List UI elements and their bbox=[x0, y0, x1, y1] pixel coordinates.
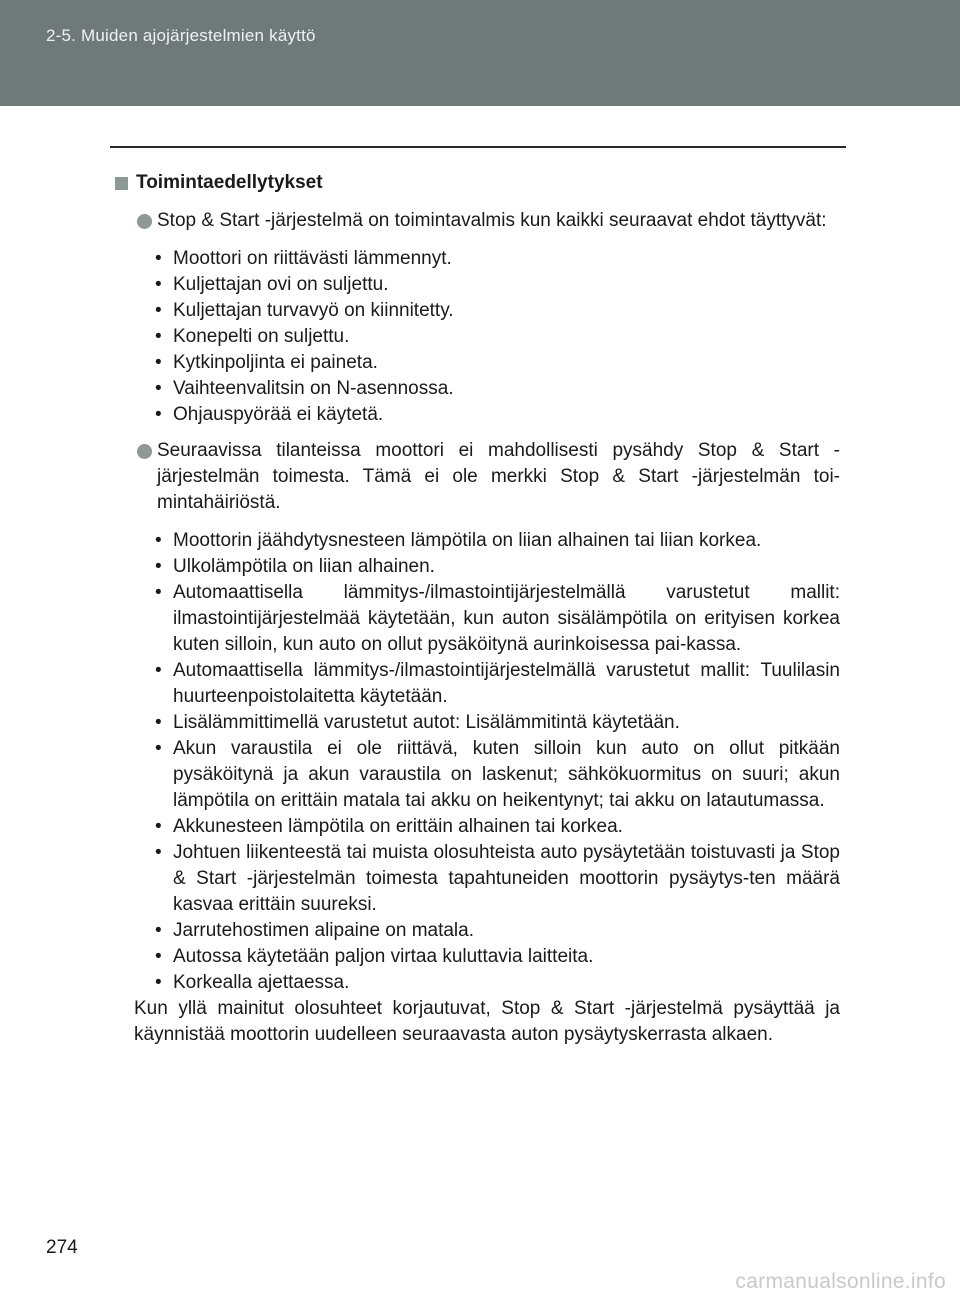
list-item-text: Automaattisella lämmitys-/ilmastointijärjestelmällä varustetut mallit: ilmastointijärjestelmää käytetään, kun auton sisälämpötila on erityisen korkea kuten silloin, kun auto on ollut pysäköitynä aurinkoisessa pai-kassa. bbox=[173, 582, 840, 655]
list-item-text: Lisälämmittimellä varustetut autot: Lisälämmitintä käytetään. bbox=[173, 712, 680, 733]
paragraph-conditions bbox=[110, 208, 840, 234]
list-item bbox=[110, 554, 840, 580]
dot-bullet-icon: • bbox=[155, 326, 162, 347]
circle-bullet-icon bbox=[137, 444, 152, 459]
list-item bbox=[110, 376, 840, 402]
dot-bullet-icon: • bbox=[155, 972, 162, 993]
list-item-text: Automaattisella lämmitys-/ilmastointijärjestelmällä varustetut mallit: Tuulilasin huurteenpoistolaitetta käytetään. bbox=[173, 660, 840, 707]
list-item bbox=[110, 840, 840, 918]
dot-bullet-icon: • bbox=[155, 248, 162, 269]
list-item bbox=[110, 350, 840, 376]
dot-bullet-icon: • bbox=[155, 582, 162, 603]
list-item bbox=[110, 324, 840, 350]
section-heading bbox=[110, 170, 840, 196]
list-item bbox=[110, 658, 840, 710]
list-item-text: Ohjauspyörää ei käytetä. bbox=[173, 404, 384, 425]
list-item-text: Kytkinpoljinta ei paineta. bbox=[173, 352, 378, 373]
heading-text: Toimintaedellytykset bbox=[136, 172, 323, 193]
list-item-text: Ulkolämpötila on liian alhainen. bbox=[173, 556, 435, 577]
list-item bbox=[110, 710, 840, 736]
list-item-text: Johtuen liikenteestä tai muista olosuhteista auto pysäytetään toistuvasti ja Stop & Start -järjestelmän toimesta tapahtuneiden moottorin pysäytys-ten määrä kasvaa erittäin suureksi. bbox=[173, 842, 840, 915]
conditions-list bbox=[110, 246, 840, 428]
list-item-text: Akun varaustila ei ole riittävä, kuten silloin kun auto on ollut pitkään pysäköitynä ja akun varaustila on laskenut; sähkökuormitus on suuri; akun lämpötila on erittäin matala tai akku on heikentynyt; tai akku on latautumassa. bbox=[173, 738, 840, 811]
paragraph-text: Seuraavissa tilanteissa moottori ei mahdollisesti pysähdy Stop & Start -järjestelmän toimesta. Tämä ei ole merkki Stop & Start -järjestelmän toi-mintahäiriöstä. bbox=[157, 440, 840, 513]
list-item bbox=[110, 528, 840, 554]
list-item-text: Moottorin jäähdytysnesteen lämpötila on liian alhainen tai liian korkea. bbox=[173, 530, 762, 551]
list-item bbox=[110, 580, 840, 658]
divider-rule bbox=[110, 146, 846, 148]
main-content bbox=[110, 170, 840, 1048]
watermark: carmanualsonline.info bbox=[735, 1270, 946, 1293]
list-item-text: Konepelti on suljettu. bbox=[173, 326, 350, 347]
dot-bullet-icon: • bbox=[155, 352, 162, 373]
list-item-text: Akkunesteen lämpötila on erittäin alhainen tai korkea. bbox=[173, 816, 623, 837]
dot-bullet-icon: • bbox=[155, 920, 162, 941]
dot-bullet-icon: • bbox=[155, 274, 162, 295]
list-item-text: Vaihteenvalitsin on N-asennossa. bbox=[173, 378, 454, 399]
exceptions-list bbox=[110, 528, 840, 996]
dot-bullet-icon: • bbox=[155, 300, 162, 321]
dot-bullet-icon: • bbox=[155, 946, 162, 967]
list-item-text: Kuljettajan ovi on suljettu. bbox=[173, 274, 389, 295]
list-item bbox=[110, 944, 840, 970]
page-number: 274 bbox=[46, 1237, 78, 1258]
dot-bullet-icon: • bbox=[155, 404, 162, 425]
circle-bullet-icon bbox=[137, 214, 152, 229]
list-item bbox=[110, 970, 840, 996]
list-item-text: Korkealla ajettaessa. bbox=[173, 972, 350, 993]
dot-bullet-icon: • bbox=[155, 556, 162, 577]
dot-bullet-icon: • bbox=[155, 660, 162, 681]
list-item bbox=[110, 298, 840, 324]
header-band bbox=[0, 0, 960, 106]
dot-bullet-icon: • bbox=[155, 712, 162, 733]
square-bullet-icon bbox=[115, 177, 128, 190]
paragraph-exceptions bbox=[110, 438, 840, 516]
list-item-text: Autossa käytetään paljon virtaa kuluttavia laitteita. bbox=[173, 946, 594, 967]
list-item bbox=[110, 736, 840, 814]
list-item bbox=[110, 246, 840, 272]
list-item-text: Jarrutehostimen alipaine on matala. bbox=[173, 920, 475, 941]
list-item bbox=[110, 814, 840, 840]
dot-bullet-icon: • bbox=[155, 378, 162, 399]
section-title: 2-5. Muiden ajojärjestelmien käyttö bbox=[46, 26, 316, 45]
closing-paragraph: Kun yllä mainitut olosuhteet korjautuvat, Stop & Start -järjestelmä pysäyttää ja käynnistää moottorin uudelleen seuraavasta auton pysäytyskerrasta alkaen. bbox=[134, 998, 840, 1045]
list-item-text: Moottori on riittävästi lämmennyt. bbox=[173, 248, 452, 269]
dot-bullet-icon: • bbox=[155, 738, 162, 759]
list-item bbox=[110, 272, 840, 298]
paragraph-text: Stop & Start -järjestelmä on toimintavalmis kun kaikki seuraavat ehdot täyttyvät: bbox=[157, 210, 827, 231]
dot-bullet-icon: • bbox=[155, 530, 162, 551]
list-item bbox=[110, 918, 840, 944]
dot-bullet-icon: • bbox=[155, 842, 162, 863]
list-item-text: Kuljettajan turvavyö on kiinnitetty. bbox=[173, 300, 454, 321]
dot-bullet-icon: • bbox=[155, 816, 162, 837]
list-item bbox=[110, 402, 840, 428]
